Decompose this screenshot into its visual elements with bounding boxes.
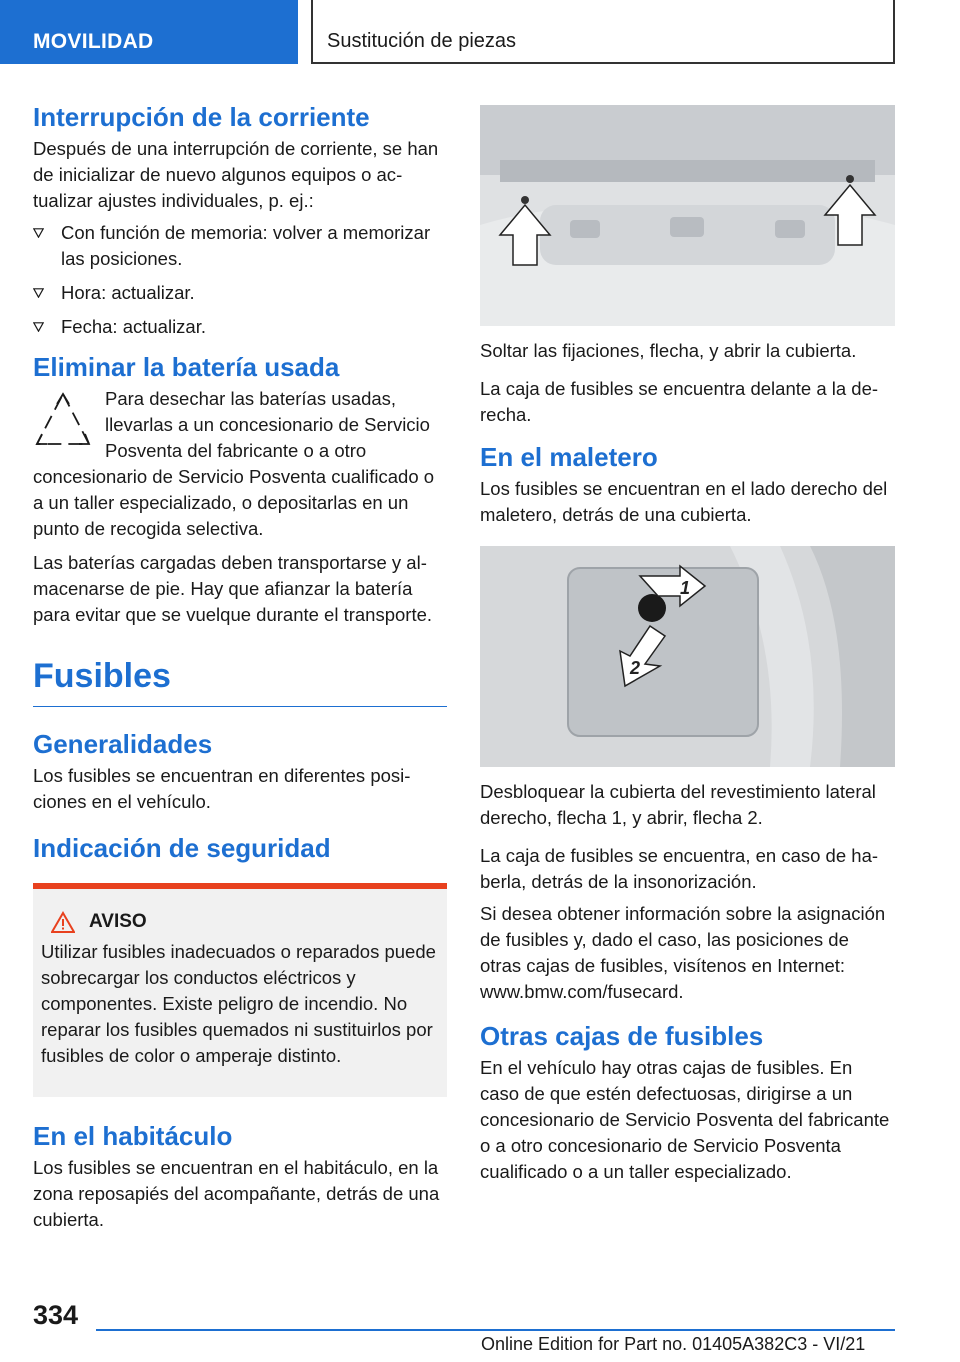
subsection-title: Sustitución de piezas	[327, 30, 517, 52]
bateria-text-1: Para desechar las baterías usadas, llevarlas a un concesionario de Servicio Posventa del fabricante o a otro concesionario de Servicio Posventa cualificado o a un taller especializado, o depositarlas en un punto de recogida selectiva.	[33, 388, 435, 539]
arrow-label-2: 2	[630, 658, 641, 678]
right-column	[480, 105, 895, 1185]
trunk-illustration	[480, 546, 895, 767]
list-item: Fecha: actualizar.	[33, 314, 447, 340]
page-number: 334	[33, 1300, 79, 1330]
right-text-2: La caja de fusibles se encuentra, en caso de haberla, detrás de la insonorización.	[480, 845, 879, 892]
footer-edition: Online Edition for Part no. 01405A382C3 - VI/21	[481, 1334, 866, 1354]
subsection-tab	[311, 0, 895, 64]
heading-rule	[33, 706, 447, 707]
heading-maletero: En el maletero	[480, 442, 658, 472]
list-item: Con función de memoria: volver a memorizar las posiciones.	[33, 220, 447, 272]
photo-trunk-cover	[480, 546, 895, 767]
recycle-icon	[33, 390, 93, 450]
footer-rule	[96, 1329, 895, 1331]
photo-glovebox-cover	[480, 105, 895, 326]
interrupcion-intro: Después de una interrupción de corriente, se han de inicializar de nuevo algunos equipos o actualizar ajustes individuales, p. ej.:	[33, 138, 439, 211]
caption-2: Desbloquear la cubierta del revestimiento lateral derecho, flecha 1, y abrir, flecha 2.	[480, 781, 876, 828]
list-item: Hora: actualizar.	[33, 280, 447, 306]
habitaculo-text: Los fusibles se encuentran en el habitáculo, en la zona reposapiés del acompañante, detrás de una cubierta.	[33, 1157, 440, 1230]
bullet-triangle-icon	[33, 228, 44, 238]
warning-triangle-icon	[51, 911, 75, 933]
left-column	[33, 100, 447, 1233]
heading-bateria: Eliminar la batería usada	[33, 352, 340, 382]
heading-otras: Otras cajas de fusibles	[480, 1021, 764, 1051]
interrupcion-list	[33, 220, 447, 340]
glovebox-illustration	[480, 105, 895, 326]
arrow-label-1: 1	[680, 578, 691, 598]
bateria-block	[33, 384, 447, 542]
bullet-triangle-icon	[33, 322, 44, 332]
heading-fusibles: Fusibles	[33, 657, 171, 695]
section-title: MOVILIDAD	[33, 30, 154, 53]
heading-interrupcion: Interrupción de la corriente	[33, 102, 370, 132]
warning-text: Utilizar fusibles inadecuados o reparados puede sobrecargar los conductos eléctricos y componentes. Existe peligro de incendio. No reparar los fusibles quemados ni sustituirlos por fusibles de color o amperaje distinto.	[41, 941, 436, 1066]
warning-title: AVISO	[41, 909, 439, 935]
bateria-text-2: Las baterías cargadas deben transportarse y almacenarse de pie. Hay que afianzar la batería para evitar que se vuelque durante el transporte.	[33, 552, 433, 625]
caption-1: Soltar las fijaciones, flecha, y abrir la cubierta.	[480, 340, 857, 361]
heading-habitaculo: En el habitáculo	[33, 1121, 233, 1151]
right-text-3: Si desea obtener información sobre la asignación de fusibles y, dado el caso, las posiciones de otras cajas de fusibles, visítenos en Internet: www.bmw.com/fusecard.	[480, 903, 886, 1002]
right-text-1: La caja de fusibles se encuentra delante a la derecha.	[480, 378, 879, 425]
generalidades-text: Los fusibles se encuentran en diferentes posiciones en el vehículo.	[33, 765, 411, 812]
bullet-triangle-icon	[33, 288, 44, 298]
otras-text: En el vehículo hay otras cajas de fusibles. En caso de que estén defectuosas, dirigirse a un concesionario de Servicio Posventa del fabricante o a otro concesionario de Servicio Posventa cualificado o a un taller especializado.	[480, 1057, 890, 1182]
heading-generalidades: Generalidades	[33, 729, 213, 759]
warning-box	[33, 883, 447, 1097]
section-tab	[0, 0, 298, 64]
heading-seguridad: Indicación de seguridad	[33, 833, 331, 863]
maletero-text: Los fusibles se encuentran en el lado derecho del maletero, detrás de una cubierta.	[480, 478, 888, 525]
